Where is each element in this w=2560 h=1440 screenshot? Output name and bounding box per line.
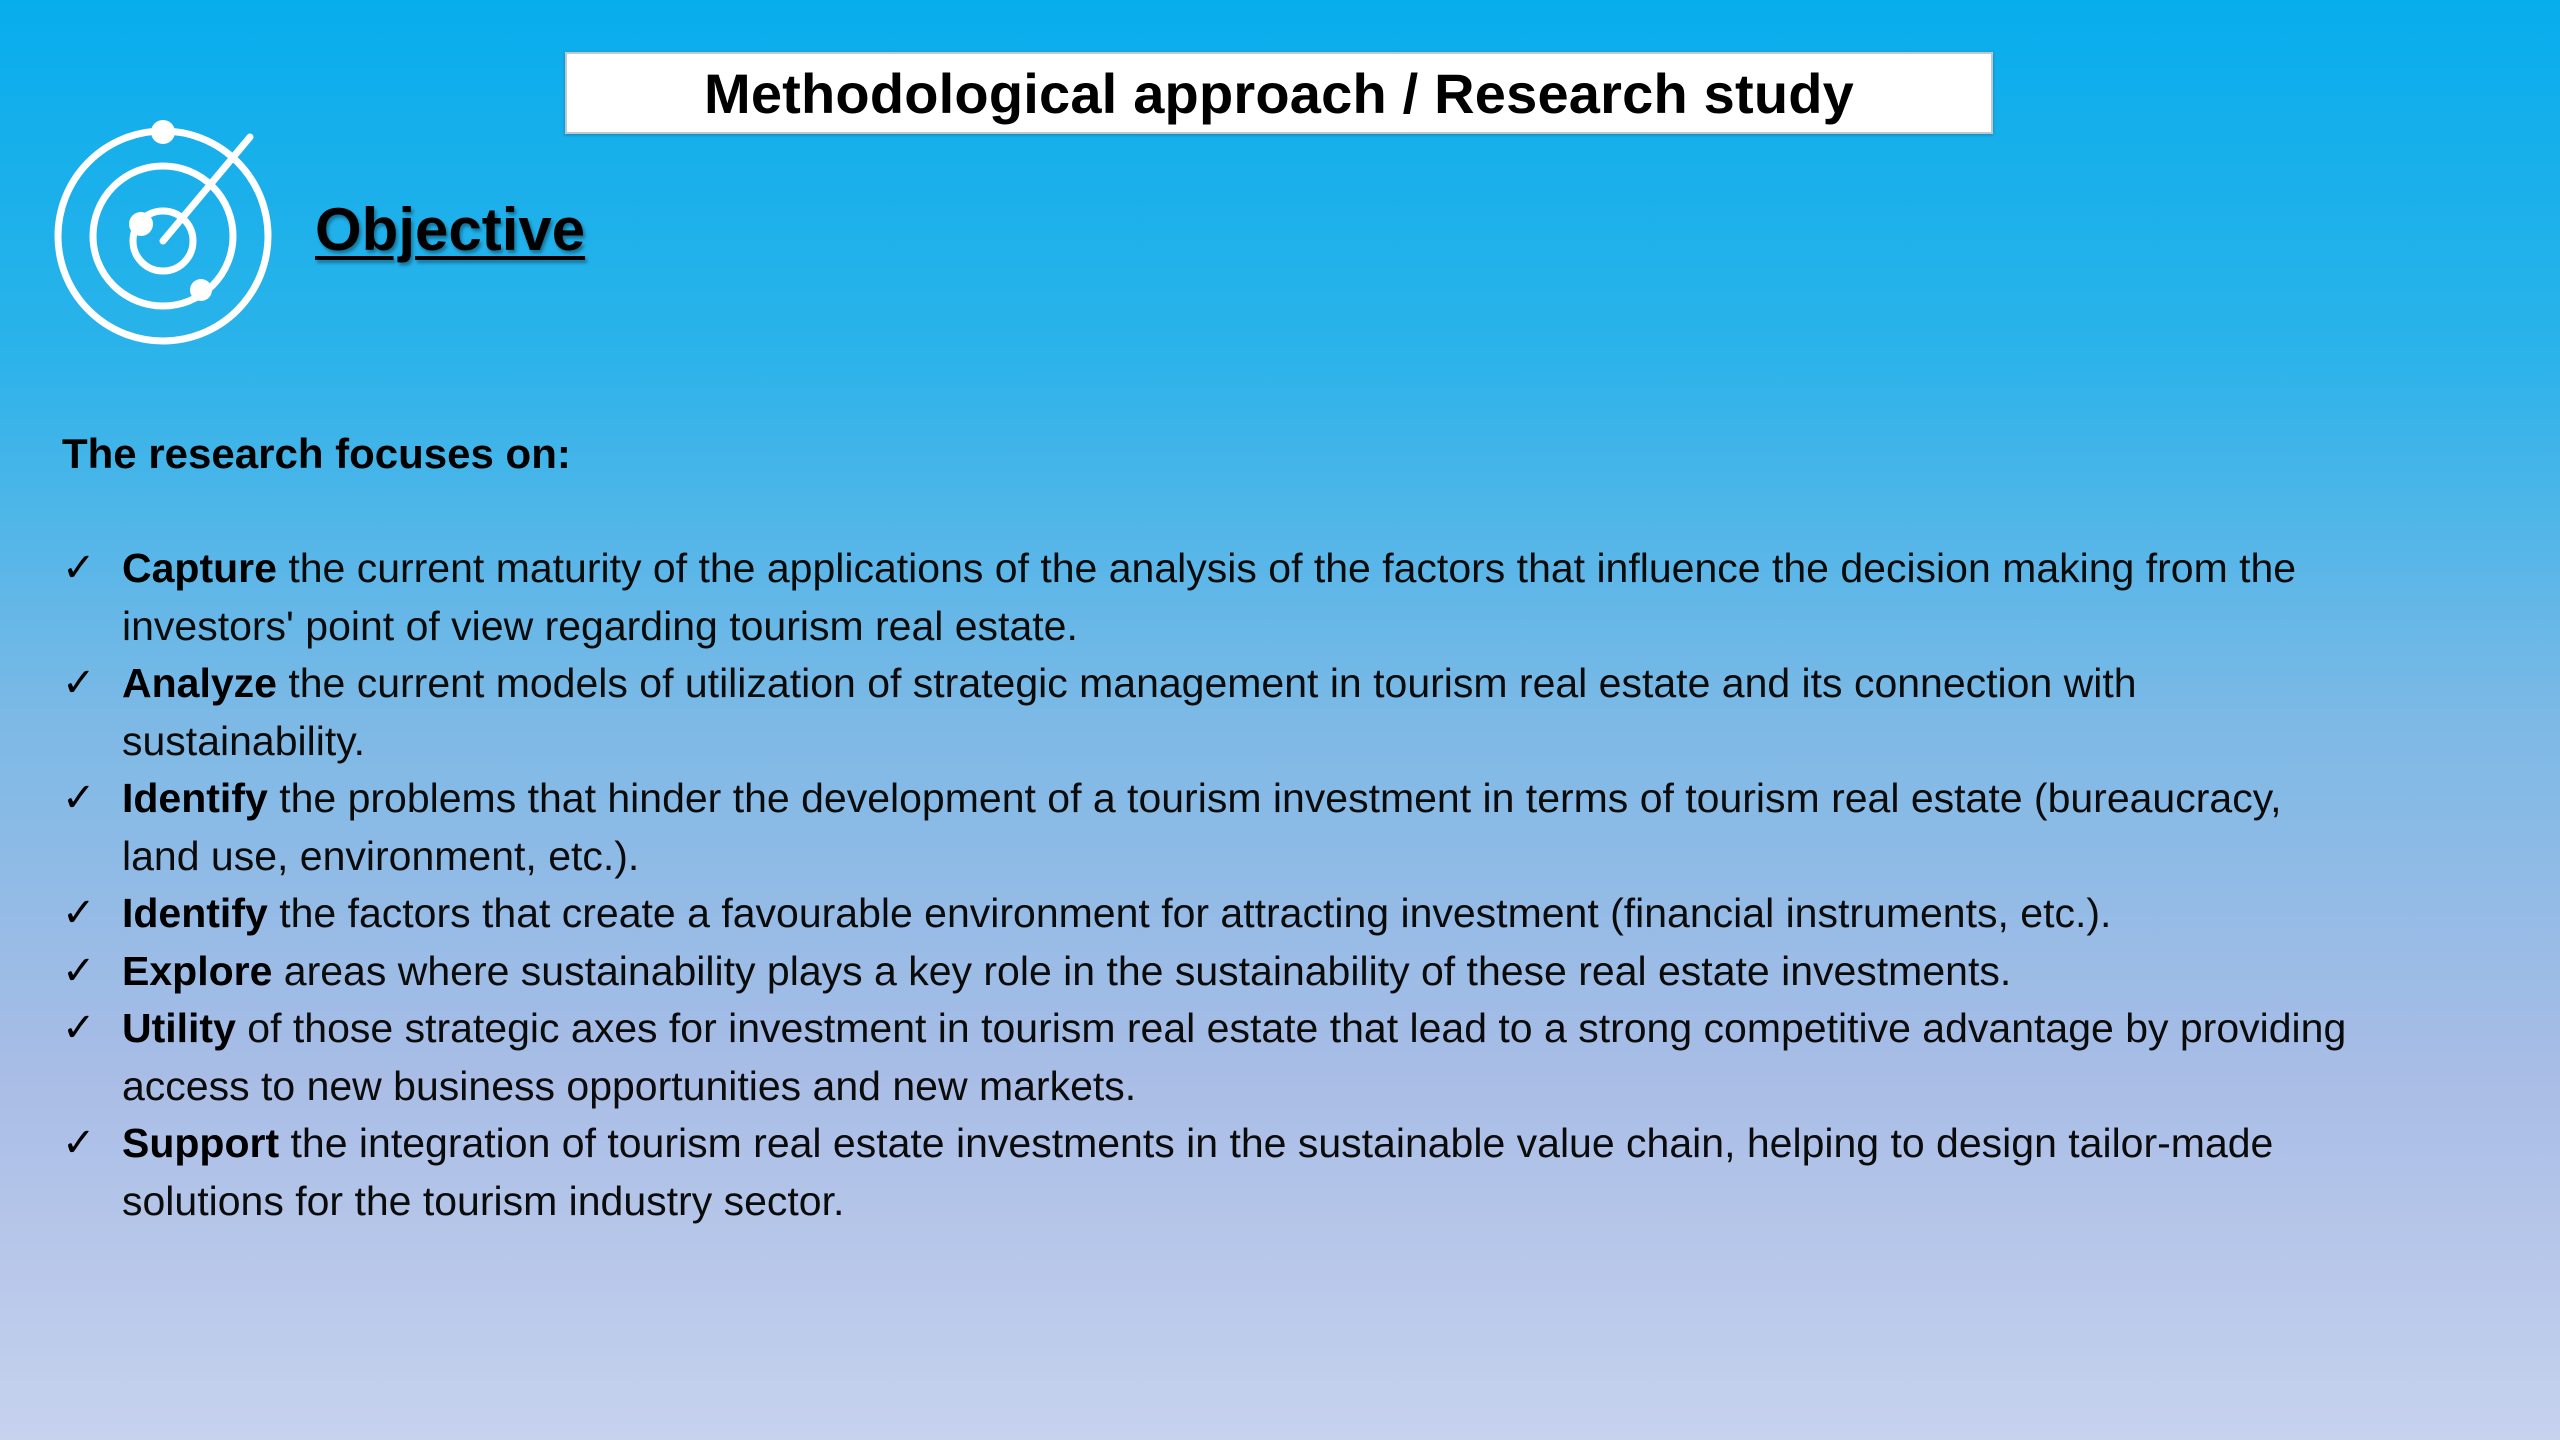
list-item xyxy=(62,885,2362,943)
list-item-keyword: Identify xyxy=(122,775,268,821)
research-focus-list xyxy=(62,540,2362,1230)
list-item xyxy=(62,1115,2362,1230)
list-item-keyword: Capture xyxy=(122,545,277,591)
list-item-text xyxy=(122,540,2362,655)
checkmark-icon: ✓ xyxy=(62,947,96,994)
list-item-text xyxy=(122,885,2362,943)
list-item xyxy=(62,770,2362,885)
list-item-text xyxy=(122,943,2362,1001)
checkmark-icon: ✓ xyxy=(62,1120,96,1166)
list-item-text xyxy=(122,770,2362,885)
list-item-text xyxy=(122,1115,2362,1230)
list-item-description: the integration of tourism real estate investments in the sustainable value chain, helping to design tailor-made solutions for the tourism industry sector. xyxy=(122,1120,2274,1224)
slide-title: Methodological approach / Research study xyxy=(703,61,1854,125)
checkmark-icon: ✓ xyxy=(62,775,96,821)
list-item xyxy=(62,540,2362,655)
list-item-description: the current models of utilization of strategic management in tourism real estate and its connection with sustainability. xyxy=(122,660,2137,764)
list-item-description: areas where sustainability plays a key role in the sustainability of these real estate investments. xyxy=(272,947,2012,994)
list-item-keyword: Explore xyxy=(122,947,273,994)
list-item-keyword: Utility xyxy=(122,1005,236,1051)
list-item-keyword: Support xyxy=(122,1120,280,1166)
list-item-keyword: Analyze xyxy=(122,660,277,706)
checkmark-icon: ✓ xyxy=(62,545,96,591)
checkmark-icon: ✓ xyxy=(62,890,96,936)
list-item-description: the factors that create a favourable environment for attracting investment (financial instruments, etc.). xyxy=(267,890,2112,936)
list-item-text xyxy=(122,655,2362,770)
list-item-description: the problems that hinder the development of a tourism investment in terms of tourism real estate (bureaucracy, land use, environment, etc.). xyxy=(122,775,2282,879)
checkmark-icon: ✓ xyxy=(62,1005,96,1051)
target-radar-icon xyxy=(50,115,280,355)
list-item-description: the current maturity of the applications of the analysis of the factors that influence the decision making from the investors' point of view regarding tourism real estate. xyxy=(122,545,2297,649)
list-item xyxy=(62,655,2362,770)
list-item-text xyxy=(122,1000,2362,1115)
slide-title-box xyxy=(565,52,1993,134)
checkmark-icon: ✓ xyxy=(62,660,96,706)
list-item xyxy=(62,943,2362,1001)
list-item xyxy=(62,1000,2362,1115)
intro-text: The research focuses on: xyxy=(62,430,571,477)
list-item-description: of those strategic axes for investment in tourism real estate that lead to a strong competitive advantage by providing access to new business opportunities and new markets. xyxy=(122,1005,2347,1109)
objective-heading: Objective xyxy=(315,196,586,263)
list-item-keyword: Identify xyxy=(122,890,268,936)
